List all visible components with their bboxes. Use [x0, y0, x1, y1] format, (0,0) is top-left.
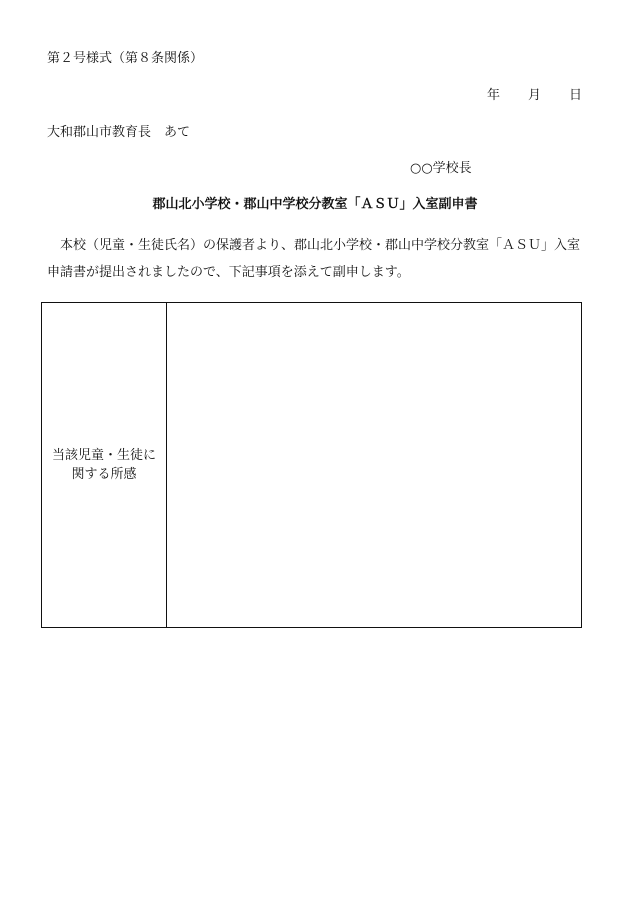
remarks-label-line1: 当該児童・生徒に	[51, 448, 156, 463]
date-day: 日	[568, 88, 582, 103]
date-year: 年	[486, 88, 500, 103]
remarks-label	[52, 446, 156, 484]
recipient: 大和郡山市教育長 あて	[47, 125, 191, 140]
date-month: 月	[527, 88, 541, 103]
remarks-table	[41, 302, 582, 628]
remarks-label-line2: 関する所感	[71, 467, 137, 482]
remarks-value-cell[interactable]	[167, 303, 581, 627]
sender: ○○学校長	[410, 161, 472, 176]
form-number: 第２号様式（第８条関係）	[47, 51, 204, 66]
remarks-label-cell	[42, 303, 167, 627]
body-text: 本校（児童・生徒氏名）の保護者より、郡山北小学校・郡山中学校分教室「ＡＳＵ」入室申請書が提出されましたので、下記事項を添えて副申します。	[47, 238, 581, 280]
date-line	[487, 84, 582, 103]
document-title: 郡山北小学校・郡山中学校分教室「ＡＳＵ」入室副申書	[152, 197, 478, 212]
